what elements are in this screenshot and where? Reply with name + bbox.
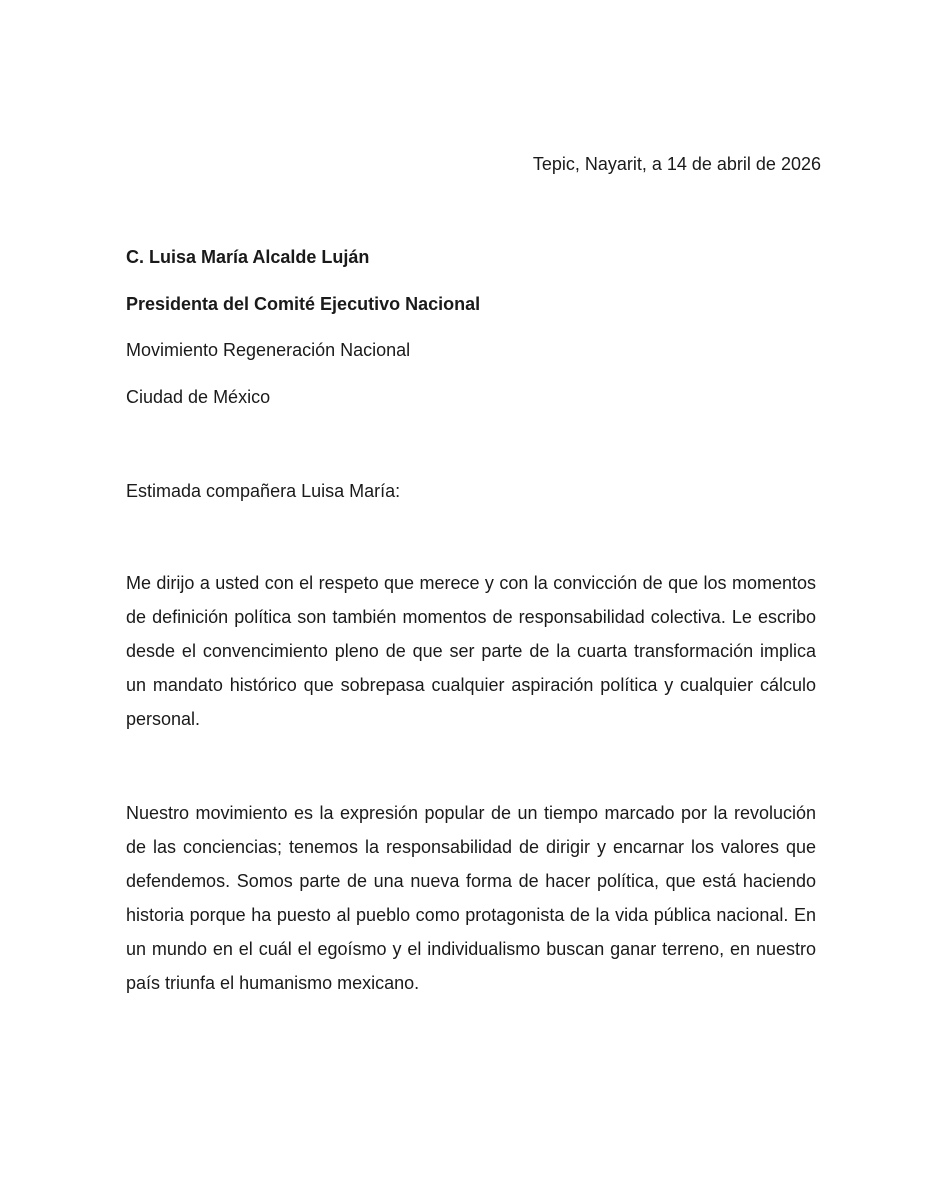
paragraph-line: de definición política son también momentos de responsabilidad colectiva. Le escribo (126, 607, 816, 627)
paragraph-line: historia porque ha puesto al pueblo como protagonista de la vida pública nacional. En (126, 905, 816, 925)
recipient-city: Ciudad de México (126, 386, 271, 407)
recipient-organization: Movimiento Regeneración Nacional (126, 340, 411, 360)
paragraph-line: defendemos. Somos parte de una nueva forma de hacer política, que está haciendo (126, 871, 816, 891)
paragraph-line: Nuestro movimiento es la expresión popular de un tiempo marcado por la revolución (126, 803, 816, 823)
paragraph-line: de las conciencias; tenemos la responsabilidad de dirigir y encarnar los valores que (126, 837, 816, 857)
paragraph-line: desde el convencimiento pleno de que ser parte de la cuarta transformación implica (126, 641, 816, 661)
body-paragraph-2 (126, 796, 816, 1000)
recipient-block (126, 243, 826, 429)
paragraph-line: país triunfa el humanismo mexicano. (126, 973, 420, 993)
letter-salutation: Estimada compañera Luisa María: (126, 481, 401, 501)
body-paragraph-1 (126, 566, 816, 736)
paragraph-line: personal. (126, 709, 201, 729)
paragraph-line: un mundo en el cuál el egoísmo y el individualismo buscan ganar terreno, en nuestro (126, 939, 816, 959)
recipient-name: C. Luisa María Alcalde Luján (126, 247, 370, 267)
letter-date: Tepic, Nayarit, a 14 de abril de 2026 (532, 154, 821, 174)
paragraph-line: Me dirijo a usted con el respeto que merece y con la convicción de que los momentos (126, 573, 816, 593)
recipient-position: Presidenta del Comité Ejecutivo Nacional (126, 293, 481, 314)
paragraph-line: un mandato histórico que sobrepasa cualquier aspiración política y cualquier cálculo (126, 675, 816, 695)
